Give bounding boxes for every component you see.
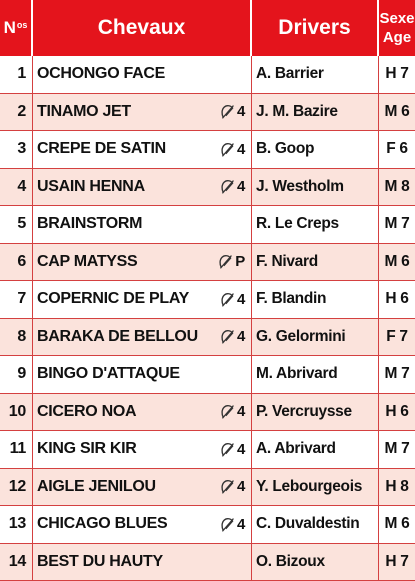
sex-age-cell <box>379 206 415 243</box>
deferre-icon <box>217 253 234 270</box>
horse-cell <box>33 206 252 243</box>
shoe-value: 4 <box>236 440 245 458</box>
horse-name: CAP MATYSS <box>37 252 138 270</box>
driver-cell <box>252 169 379 206</box>
driver-name: G. Gelormini <box>256 327 346 345</box>
runner-number <box>0 281 33 318</box>
runner-number-value: 10 <box>8 402 26 420</box>
horse-cell <box>33 131 252 168</box>
runner-number <box>0 319 33 356</box>
runner-number <box>0 131 33 168</box>
horse-name: OCHONGO FACE <box>37 65 165 83</box>
sex-age-value: M 6 <box>384 252 410 270</box>
sex-age-cell <box>379 94 415 131</box>
horse-cell <box>33 94 252 131</box>
table-row[interactable] <box>0 544 415 581</box>
header-number-sup: os <box>16 20 28 30</box>
runner-number <box>0 544 33 581</box>
header-drivers <box>252 0 379 56</box>
sex-age-cell <box>379 56 415 93</box>
driver-name: J. Westholm <box>256 177 344 195</box>
header-horses <box>33 0 252 56</box>
driver-name: P. Vercruysse <box>256 402 352 420</box>
sex-age-cell <box>379 506 415 543</box>
horse-cell <box>33 544 252 581</box>
shoe-value: 4 <box>236 403 245 421</box>
sex-age-value: F 6 <box>386 140 408 158</box>
sex-age-cell <box>379 431 415 468</box>
horse-name: CREPE DE SATIN <box>37 140 166 158</box>
driver-name: Y. Lebourgeois <box>256 477 363 495</box>
runner-number-value: 6 <box>17 252 26 270</box>
shoe-indicator <box>219 328 245 345</box>
horse-cell <box>33 56 252 93</box>
driver-cell <box>252 56 379 93</box>
runner-number <box>0 394 33 431</box>
runner-number <box>0 469 33 506</box>
horse-name: BEST DU HAUTY <box>37 552 163 570</box>
runner-number <box>0 506 33 543</box>
driver-cell <box>252 431 379 468</box>
shoe-value: 4 <box>236 478 245 496</box>
table-row[interactable] <box>0 94 415 132</box>
shoe-indicator <box>219 141 245 158</box>
sex-age-cell <box>379 169 415 206</box>
deferre-icon <box>219 516 236 533</box>
table-row[interactable] <box>0 56 415 94</box>
deferre-icon <box>219 141 236 158</box>
sex-age-value: H 7 <box>385 65 409 83</box>
table-row[interactable] <box>0 469 415 507</box>
sex-age-value: M 7 <box>384 215 410 233</box>
runner-number-value: 1 <box>17 65 26 83</box>
sex-age-value: M 7 <box>384 365 410 383</box>
header-horses-label: Chevaux <box>97 16 186 39</box>
driver-cell <box>252 319 379 356</box>
runner-number-value: 11 <box>9 440 26 458</box>
horse-name: USAIN HENNA <box>37 177 145 195</box>
shoe-indicator <box>219 478 245 495</box>
driver-name: R. Le Creps <box>256 215 339 233</box>
deferre-icon <box>219 403 236 420</box>
driver-name: O. Bizoux <box>256 552 325 570</box>
driver-name: F. Blandin <box>256 290 327 308</box>
driver-cell <box>252 544 379 581</box>
runner-number-value: 14 <box>8 552 26 570</box>
shoe-indicator <box>219 291 245 308</box>
table-row[interactable] <box>0 244 415 282</box>
table-row[interactable] <box>0 394 415 432</box>
header-sex-age <box>379 0 415 56</box>
sex-age-cell <box>379 544 415 581</box>
table-header <box>0 0 415 56</box>
sex-age-value: H 8 <box>385 477 409 495</box>
runner-number <box>0 356 33 393</box>
sex-age-value: M 6 <box>384 102 410 120</box>
horse-name: TINAMO JET <box>37 102 131 120</box>
deferre-icon <box>219 441 236 458</box>
sex-age-value: F 7 <box>386 327 408 345</box>
deferre-icon <box>219 478 236 495</box>
horse-name: CICERO NOA <box>37 402 137 420</box>
shoe-value: 4 <box>236 515 245 533</box>
driver-name: B. Goop <box>256 140 315 158</box>
runner-number-value: 3 <box>17 140 26 158</box>
horse-cell <box>33 394 252 431</box>
sex-age-value: H 6 <box>385 402 409 420</box>
sex-age-cell <box>379 394 415 431</box>
horse-cell <box>33 506 252 543</box>
header-drivers-label: Drivers <box>278 16 351 39</box>
header-number <box>0 0 33 56</box>
shoe-indicator <box>219 103 245 120</box>
sex-age-value: M 8 <box>384 177 410 195</box>
driver-cell <box>252 131 379 168</box>
table-row[interactable] <box>0 131 415 169</box>
shoe-indicator <box>219 403 245 420</box>
table-row[interactable] <box>0 431 415 469</box>
shoe-indicator <box>219 516 245 533</box>
table-row[interactable] <box>0 506 415 544</box>
horse-cell <box>33 169 252 206</box>
driver-cell <box>252 394 379 431</box>
shoe-indicator <box>217 253 245 270</box>
shoe-value: 4 <box>236 140 245 158</box>
shoe-value: 4 <box>236 328 245 346</box>
runner-number <box>0 431 33 468</box>
table-row[interactable] <box>0 206 415 244</box>
horse-cell <box>33 319 252 356</box>
runner-number <box>0 94 33 131</box>
shoe-indicator <box>219 178 245 195</box>
sex-age-cell <box>379 281 415 318</box>
runner-number-value: 12 <box>8 477 26 495</box>
header-sex-label: Sexe <box>379 10 415 27</box>
deferre-icon <box>219 291 236 308</box>
horse-name: COPERNIC DE PLAY <box>37 290 189 308</box>
driver-name: A. Barrier <box>256 65 324 83</box>
runner-number-value: 9 <box>17 365 26 383</box>
shoe-value: 4 <box>236 290 245 308</box>
driver-name: C. Duvaldestin <box>256 515 360 533</box>
runner-number-value: 13 <box>8 515 26 533</box>
deferre-icon <box>219 178 236 195</box>
runner-number-value: 2 <box>17 102 26 120</box>
driver-name: F. Nivard <box>256 252 318 270</box>
sex-age-cell <box>379 319 415 356</box>
table-row[interactable] <box>0 169 415 207</box>
shoe-value: 4 <box>236 178 245 196</box>
driver-cell <box>252 469 379 506</box>
driver-name: A. Abrivard <box>256 440 336 458</box>
sex-age-value: H 7 <box>385 552 409 570</box>
runner-number-value: 5 <box>17 215 26 233</box>
driver-cell <box>252 206 379 243</box>
deferre-icon <box>219 103 236 120</box>
sex-age-cell <box>379 356 415 393</box>
sex-age-cell <box>379 469 415 506</box>
runner-number <box>0 244 33 281</box>
shoe-value: 4 <box>236 103 245 121</box>
sex-age-cell <box>379 131 415 168</box>
horse-name: BINGO D'ATTAQUE <box>37 365 180 383</box>
horse-name: BARAKA DE BELLOU <box>37 327 198 345</box>
runner-number-value: 8 <box>17 327 26 345</box>
sex-age-cell <box>379 244 415 281</box>
horse-cell <box>33 431 252 468</box>
deferre-icon <box>219 328 236 345</box>
runner-number <box>0 169 33 206</box>
table-row[interactable] <box>0 319 415 357</box>
driver-name: M. Abrivard <box>256 365 338 383</box>
driver-cell <box>252 281 379 318</box>
driver-cell <box>252 356 379 393</box>
horse-name: AIGLE JENILOU <box>37 477 156 495</box>
driver-name: J. M. Bazire <box>256 102 338 120</box>
runner-number-value: 7 <box>17 290 26 308</box>
sex-age-value: M 7 <box>384 440 410 458</box>
horse-name: CHICAGO BLUES <box>37 515 168 533</box>
runner-number <box>0 206 33 243</box>
horse-cell <box>33 469 252 506</box>
horse-cell <box>33 281 252 318</box>
horse-name: BRAINSTORM <box>37 215 143 233</box>
horse-cell <box>33 356 252 393</box>
header-age-label: Age <box>382 29 412 46</box>
horse-name: KING SIR KIR <box>37 440 137 458</box>
shoe-value: P <box>235 253 245 271</box>
driver-cell <box>252 244 379 281</box>
horse-cell <box>33 244 252 281</box>
header-number-label: N <box>3 18 16 37</box>
table-row[interactable] <box>0 356 415 394</box>
sex-age-value: M 6 <box>384 515 410 533</box>
runner-number <box>0 56 33 93</box>
shoe-indicator <box>219 441 245 458</box>
runner-number-value: 4 <box>17 177 26 195</box>
driver-cell <box>252 506 379 543</box>
table-row[interactable] <box>0 281 415 319</box>
sex-age-value: H 6 <box>385 290 409 308</box>
driver-cell <box>252 94 379 131</box>
